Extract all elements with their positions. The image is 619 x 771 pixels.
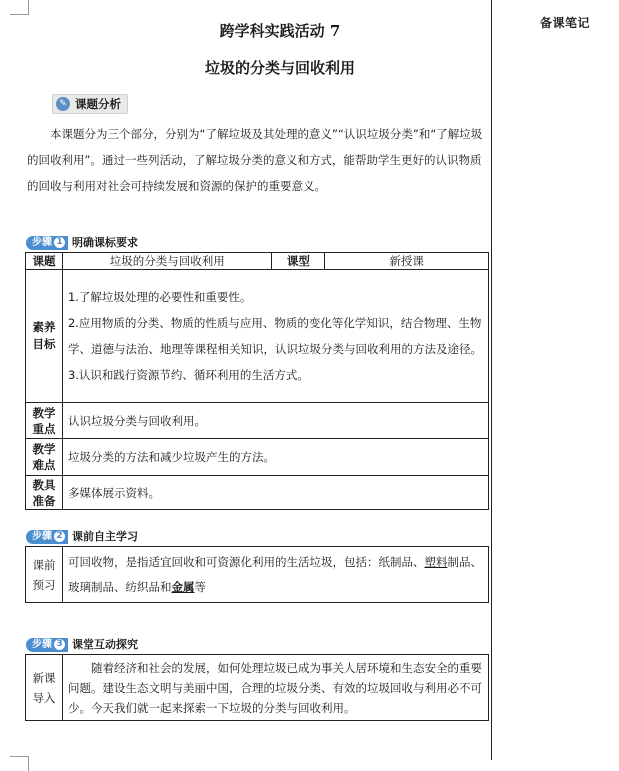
pencil-icon: ✎ [56,97,70,111]
analysis-text: 本课题分为三个部分，分别为“了解垃圾及其处理的意义”“认识垃圾分类”和“了解垃圾的回收利用”。通过一些列活动，了解垃圾分类的意义和方式，能帮助学生更好的认识物质的回收与利用对社会可持续发展和资源的保护的重要意义。 [27,127,483,193]
tools-value: 多媒体展示资料。 [62,476,488,510]
preview-underlined-plastic: 塑料 [424,554,448,569]
preview-text-part: 可回收物，是指适宜回收和可资源化利用的生活垃圾，包括：纸制品、 [67,554,425,569]
step-1-title: 明确课标要求 [72,236,138,249]
goals-cell [62,270,488,403]
notes-label: 备课笔记 [540,16,591,30]
notes-divider [491,0,492,760]
corner-mark-top-left [10,0,29,15]
intro-text: 随着经济和社会的发展，如何处理垃圾已成为事关人居环境和生态安全的重要问题。建设生态文明与美丽中国，合理的垃圾分类、有效的垃圾回收与利用必不可少。今天我们就一起来探索一下垃圾的分类与回收利用。 [62,655,488,721]
step-2-number: 2 [54,531,65,542]
preview-label: 课前预习 [26,547,63,603]
preview-table [25,546,489,603]
corner-mark-bottom-left [10,756,29,771]
intro-table [25,654,489,721]
key-point-value: 认识垃圾分类与回收利用。 [62,403,488,439]
goals-label: 素养目标 [26,270,63,403]
step-2-pill-label: 步骤 [32,531,52,542]
preview-text [62,547,488,603]
page-title: 跨学科实践活动 7 [219,22,341,40]
step-2-title: 课前自主学习 [72,530,138,543]
key-point-label: 教学重点 [26,403,63,439]
step-3-header [26,638,138,652]
page-subtitle: 垃圾的分类与回收利用 [204,59,355,77]
intro-label: 新课导入 [26,655,63,721]
preview-text-part: 等 [194,579,206,594]
step-2-pill [26,530,68,544]
tools-label: 教具准备 [26,476,63,510]
preview-underlined-metal: 金属 [171,579,195,594]
type-value: 新授课 [325,253,489,270]
goal-item: 2.应用物质的分类、物质的性质与应用、物质的变化等化学知识，结合物理、生物学、道德与法治、地理等课程相关知识，认识垃圾分类与回收利用的方法及途径。 [67,316,482,356]
step-1-header [26,236,138,250]
topic-value: 垃圾的分类与回收利用 [62,253,272,270]
goal-item: 3.认识和践行资源节约、循环利用的生活方式。 [67,368,309,382]
topic-label: 课题 [26,253,63,270]
step-2-header [26,530,138,544]
step-3-number: 3 [54,639,65,650]
step-3-pill-label: 步骤 [32,639,52,650]
goal-item: 1.了解垃圾处理的必要性和重要性。 [67,290,252,304]
analysis-badge [52,94,128,114]
difficulty-label: 教学难点 [26,439,63,476]
step-3-pill [26,638,68,652]
step-1-pill [26,236,68,250]
difficulty-value: 垃圾分类的方法和减少垃圾产生的方法。 [62,439,488,476]
type-label: 课型 [272,253,325,270]
step-1-pill-label: 步骤 [32,237,52,248]
preview-text-part: 制品、玻璃制品、纺织品和 [67,554,482,594]
step-3-title: 课堂互动探究 [72,638,138,651]
analysis-badge-label: 课题分析 [75,97,121,111]
course-standard-table [25,252,489,510]
step-1-number: 1 [54,237,65,248]
